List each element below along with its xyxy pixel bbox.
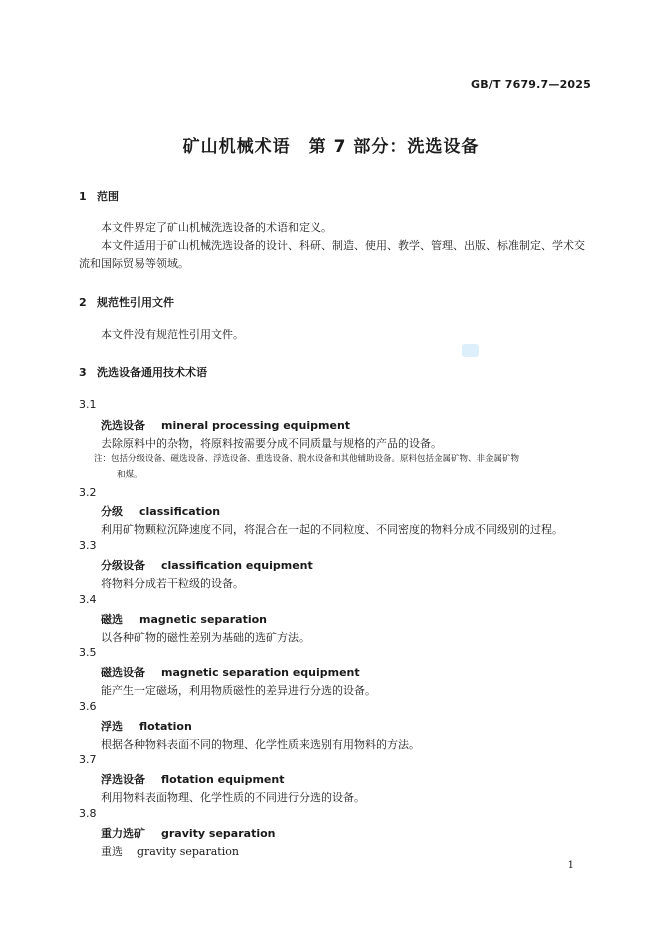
term-entry xyxy=(101,664,360,680)
synonym-zh: 重选 xyxy=(101,845,123,858)
standard-number: GB/T 7679.7—2025 xyxy=(470,78,591,91)
term-en: gravity separation xyxy=(161,827,276,840)
synonym-en: gravity separation xyxy=(137,845,239,858)
term-note xyxy=(94,451,594,483)
term-definition: 利用物料表面物理、化学性质的不同进行分选的设备。 xyxy=(101,791,365,804)
term-en: flotation equipment xyxy=(161,773,285,786)
section-number: 3 xyxy=(79,366,87,379)
term-entry xyxy=(101,718,192,734)
term-en: magnetic separation equipment xyxy=(161,666,360,679)
term-entry xyxy=(101,825,276,841)
term-en: mineral processing equipment xyxy=(161,419,351,432)
note-label: 注： xyxy=(94,454,112,464)
term-zh: 浮选 xyxy=(101,720,123,733)
page-number: 1 xyxy=(567,860,574,871)
section-title: 范围 xyxy=(97,190,119,203)
term-entry xyxy=(101,417,350,433)
term-entry xyxy=(101,557,313,573)
term-number: 3.2 xyxy=(79,486,97,499)
term-number: 3.3 xyxy=(79,539,97,552)
paragraph: 本文件界定了矿山机械洗选设备的术语和定义。 xyxy=(101,221,332,234)
section-title: 洗选设备通用技术术语 xyxy=(97,366,207,379)
term-entry xyxy=(101,611,267,627)
watermark-badge xyxy=(462,344,479,357)
section-title: 规范性引用文件 xyxy=(97,296,174,309)
term-zh: 分级 xyxy=(101,505,123,518)
term-number: 3.7 xyxy=(79,753,97,766)
term-zh: 磁选设备 xyxy=(101,666,145,679)
paragraph: 本文件没有规范性引用文件。 xyxy=(101,328,244,341)
term-synonym xyxy=(101,843,239,859)
term-number: 3.8 xyxy=(79,807,97,820)
term-en: magnetic separation xyxy=(139,613,267,626)
section-heading-2 xyxy=(79,294,174,310)
term-number: 3.6 xyxy=(79,700,97,713)
term-zh: 分级设备 xyxy=(101,559,145,572)
term-en: classification xyxy=(139,505,221,518)
term-en: classification equipment xyxy=(161,559,313,572)
term-zh: 磁选 xyxy=(101,613,123,626)
term-definition: 能产生一定磁场，利用物质磁性的差异进行分选的设备。 xyxy=(101,684,376,697)
term-definition: 以各种矿物的磁性差别为基础的选矿方法。 xyxy=(101,631,310,644)
paragraph: 本文件适用于矿山机械洗选设备的设计、科研、制造、使用、教学、管理、出版、标准制定、学术交流和国际贸易等领域。 xyxy=(79,239,585,270)
document-title: 矿山机械术语 第 7 部分：洗选设备 xyxy=(182,137,480,157)
term-definition: 利用矿物颗粒沉降速度不同，将混合在一起的不同粒度、不同密度的物料分成不同级别的过程。 xyxy=(101,523,563,536)
term-en: flotation xyxy=(139,720,192,733)
section-heading-3 xyxy=(79,364,207,380)
term-number: 3.5 xyxy=(79,646,97,659)
section-number: 2 xyxy=(79,296,87,309)
term-definition: 去除原料中的杂物，将原料按需要分成不同质量与规格的产品的设备。 xyxy=(101,437,442,450)
term-entry xyxy=(101,771,284,787)
term-number: 3.1 xyxy=(79,398,97,411)
term-zh: 浮选设备 xyxy=(101,773,145,786)
term-definition: 根据各种物料表面不同的物理、化学性质来选别有用物料的方法。 xyxy=(101,738,420,751)
term-number: 3.4 xyxy=(79,593,97,606)
term-zh: 重力选矿 xyxy=(101,827,145,840)
term-definition: 将物料分成若干粒级的设备。 xyxy=(101,577,244,590)
section-number: 1 xyxy=(79,190,87,203)
section-heading-1 xyxy=(79,188,119,204)
term-entry xyxy=(101,503,220,519)
note-text-continued: 和煤。 xyxy=(117,470,143,480)
term-zh: 洗选设备 xyxy=(101,419,145,432)
note-text: 包括分级设备、磁选设备、浮选设备、重选设备、脱水设备和其他辅助设备。原料包括金属矿物、非金属矿物 xyxy=(111,454,520,464)
